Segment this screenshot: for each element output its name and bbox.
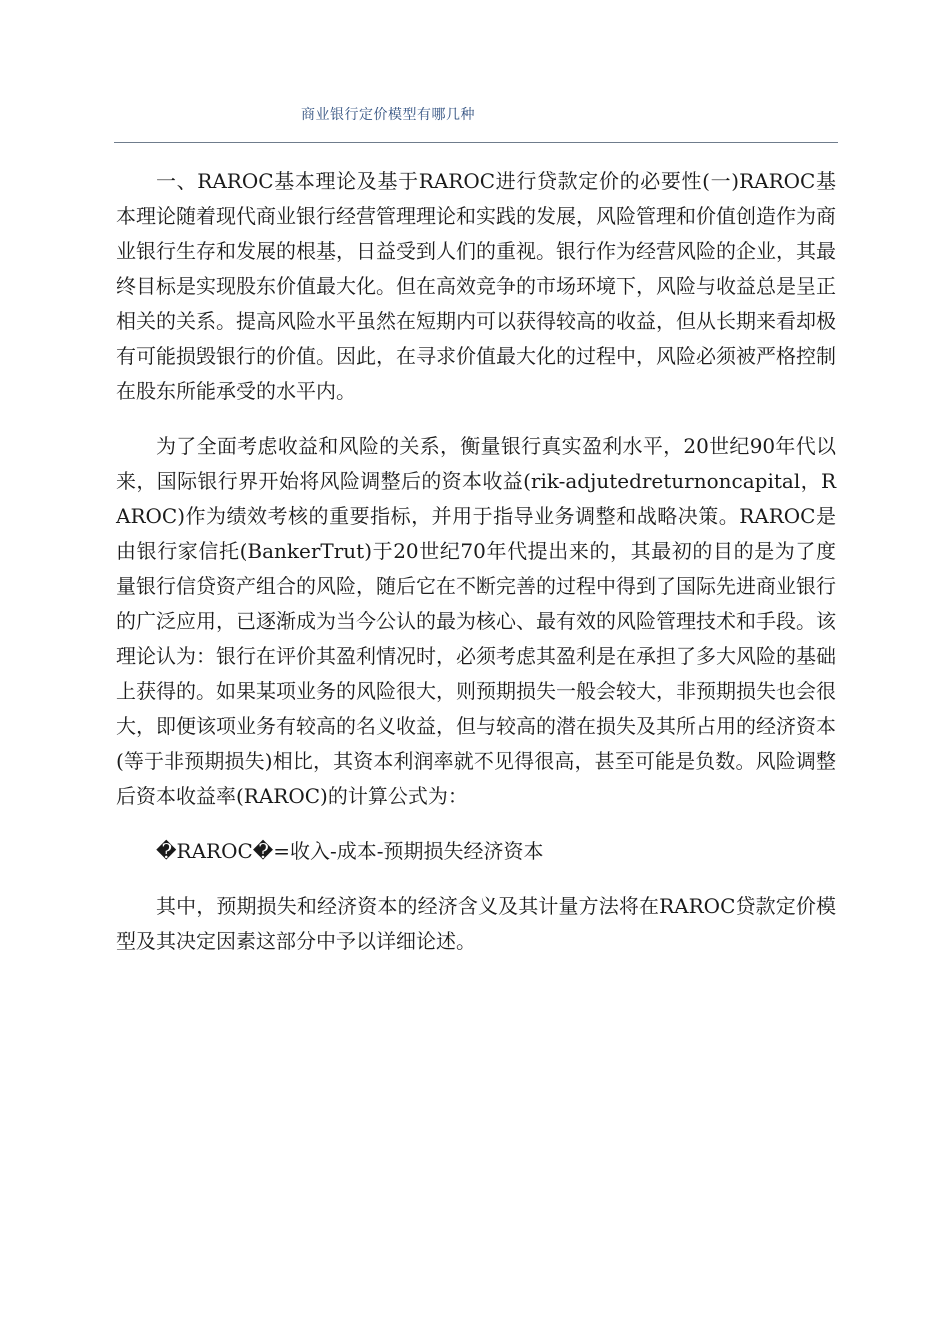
document-body: [116, 164, 836, 959]
header-divider: [114, 142, 838, 143]
paragraph-note: 其中，预期损失和经济资本的经济含义及其计量方法将在RAROC贷款定价模型及其决定因素这部分中予以详细论述。: [116, 894, 836, 953]
paragraph-raroc-theory: 一、RAROC基本理论及基于RAROC进行贷款定价的必要性(一)RAROC基本理论随着现代商业银行经营管理理论和实践的发展，风险管理和价值创造作为商业银行生存和发展的根基，日益受到人们的重视。银行作为经营风险的企业，其最终目标是实现股东价值最大化。但在高效竞争的市场环境下，风险与收益总是呈正相关的关系。提高风险水平虽然在短期内可以获得较高的收益，但从长期来看却极有可能损毁银行的价值。因此，在寻求价值最大化的过程中，风险必须被严格控制在股东所能承受的水平内。: [116, 169, 836, 403]
header-title: 商业银行定价模型有哪几种: [301, 107, 475, 123]
paragraph-raroc-history: 为了全面考虑收益和风险的关系，衡量银行真实盈利水平，20世纪90年代以来，国际银行界开始将风险调整后的资本收益(rik-adjutedreturnoncapital，RAROC)作为绩效考核的重要指标，并用于指导业务调整和战略决策。RAROC是由银行家信托(BankerTrut)于20世纪70年代提出来的，其最初的目的是为了度量银行信贷资产组合的风险，随后它在不断完善的过程中得到了国际先进商业银行的广泛应用，已逐渐成为当今公认的最为核心、最有效的风险管理技术和手段。该理论认为：银行在评价其盈利情况时，必须考虑其盈利是在承担了多大风险的基础上获得的。如果某项业务的风险很大，则预期损失一般会较大，非预期损失也会很大，即便该项业务有较高的名义收益，但与较高的潜在损失及其所占用的经济资本(等于非预期损失)相比，其资本利润率就不见得很高，甚至可能是负数。风险调整后资本收益率(RAROC)的计算公式为：: [116, 434, 836, 808]
paragraph-raroc-formula: �RAROC�=收入-成本-预期损失经济资本: [156, 839, 544, 863]
